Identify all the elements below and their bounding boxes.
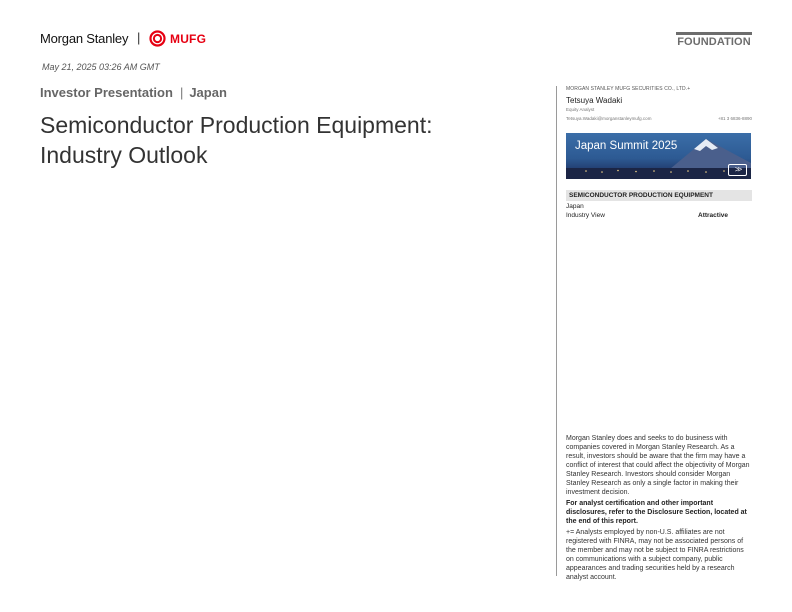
industry-header: SEMICONDUCTOR PRODUCTION EQUIPMENT xyxy=(566,190,752,201)
disclosure-conflict: Morgan Stanley does and seeks to do business with companies covered in Morgan Stanley Research. As a result, investors should be aware that the firm may have a conflict of interest that could affect the objectivity of Morgan Stanley Research. Investors should consider Morgan Stanley Research as only a single factor in making their investment decision. xyxy=(566,435,750,496)
page-title xyxy=(40,110,540,170)
document-region: Japan xyxy=(189,85,227,100)
disclosure-block xyxy=(566,434,753,584)
industry-view-value: Attractive xyxy=(698,212,728,219)
mufg-logo-text: MUFG xyxy=(170,32,207,46)
industry-view-row xyxy=(566,212,752,219)
banner-title: Japan Summit 2025 xyxy=(575,140,678,152)
analyst-email[interactable]: Tetsuya.Wadaki@morganstanleymufg.com xyxy=(566,116,652,121)
disclosure-certification: For analyst certification and other important disclosures, refer to the Disclosure Section, located at the end of this report. xyxy=(566,500,747,525)
japan-summit-banner[interactable] xyxy=(566,133,751,179)
industry-region: Japan xyxy=(566,203,584,210)
industry-view-label: Industry View xyxy=(566,212,605,219)
subheader-separator: | xyxy=(179,85,184,100)
title-line-1: Semiconductor Production Equipment: xyxy=(40,112,433,138)
disclosure-finra: += Analysts employed by non-U.S. affiliates are not registered with FINRA, may not be associated persons of the member and may not be subject to FINRA restrictions on communications with a subject company, public appearances and trading securities held by a research analyst account. xyxy=(566,529,744,581)
logo-separator: | xyxy=(137,30,141,45)
document-subheader xyxy=(40,85,227,100)
sidebar xyxy=(566,86,752,219)
document-type: Investor Presentation xyxy=(40,85,173,100)
morgan-stanley-logo: Morgan Stanley xyxy=(40,31,129,46)
foundation-badge: FOUNDATION xyxy=(676,32,752,48)
analyst-role: Equity Analyst xyxy=(566,107,595,112)
double-chevron-right-icon[interactable]: >> xyxy=(728,164,747,176)
publish-timestamp: May 21, 2025 03:26 AM GMT xyxy=(42,62,160,72)
mufg-ring-icon xyxy=(148,30,167,47)
analyst-name: Tetsuya Wadaki xyxy=(566,96,623,105)
analyst-contact xyxy=(566,116,752,121)
firm-name: MORGAN STANLEY MUFG SECURITIES CO., LTD.+ xyxy=(566,86,691,92)
sidebar-divider xyxy=(556,86,557,576)
title-line-2: Industry Outlook xyxy=(40,142,208,168)
analyst-phone: +81 3 6836-8890 xyxy=(717,116,752,121)
